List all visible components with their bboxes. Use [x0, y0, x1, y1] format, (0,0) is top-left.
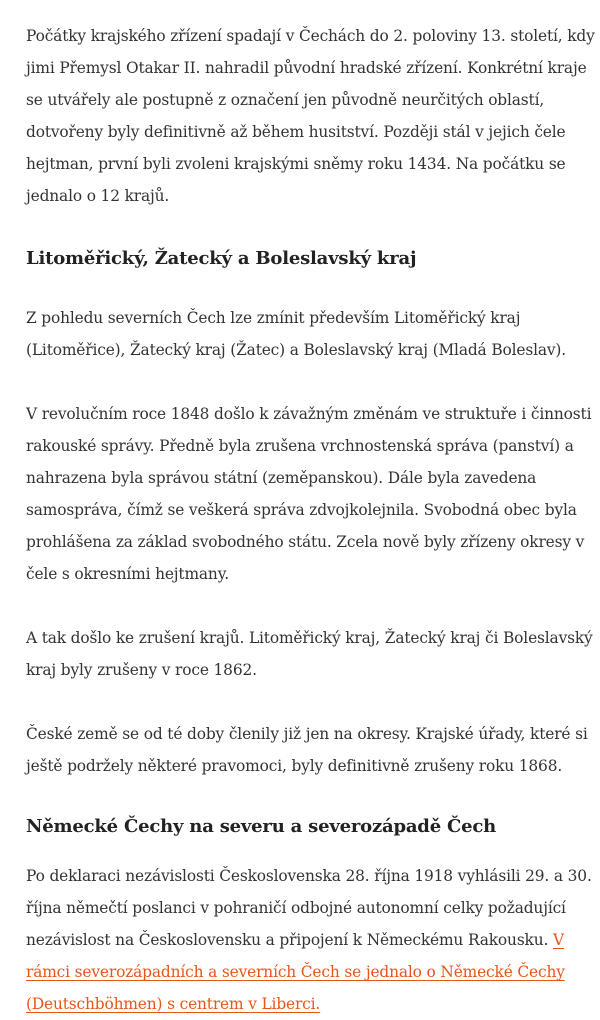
heading-german-bohemia: Německé Čechy na severu a severozápadě Čech — [26, 816, 497, 837]
article-body — [26, 20, 598, 1020]
paragraph-origins: Počátky krajského zřízení spadají v Čechách do 2. poloviny 13. století, kdy jimi Přemysl Otakar II. nahradil původní hradské zřízení. Konkrétní kraje se utvářely ale postupně z označení jen původně neurčitých oblastí, dotvořeny byly definitivně až během husitství. Později stál v jejich čele hejtman, první byli zvoleni krajskými sněmy roku 1434. Na počátku se jednalo o 12 krajů. — [26, 27, 595, 205]
paragraph-north-bohemia: Z pohledu severních Čech lze zmínit především Litoměřický kraj (Litoměřice), Žatecký kraj (Žatec) a Boleslavský kraj (Mladá Boleslav). — [26, 309, 567, 359]
deutschbohmen-link[interactable]: V rámci severozápadních a severních Čech se jednalo o Německé Čechy (Deutschböhmen) s centrem v Liberci. — [26, 931, 565, 1013]
paragraph-1918-text: Po deklaraci nezávislosti Československa 28. října 1918 vyhlásili 29. a 30. října němečtí poslanci v pohraničí odbojné autonomní celky požadující nezávislost na Československu a připojení k Německému Rakousku. — [26, 867, 592, 949]
paragraph-regions-abolished: A tak došlo ke zrušení krajů. Litoměřický kraj, Žatecký kraj či Boleslavský kraj byly zrušeny v roce 1862. — [26, 629, 593, 679]
heading-regions: Litoměřický, Žatecký a Boleslavský kraj — [26, 248, 417, 269]
paragraph-1848-reforms: V revolučním roce 1848 došlo k závažným změnám ve struktuře i činnosti rakouské správy. Předně byla zrušena vrchnostenská správa (panství) a nahrazena byla správou státní (zeměpanskou). Dále byla zavedena samospráva, čímž se veškerá správa zdvojkolejnila. Svobodná obec byla prohlášena za základ svobodného státu. Zcela nově byly zřízeny okresy v čele s okresními hejtmany. — [26, 405, 592, 583]
paragraph-districts: České země se od té doby členily již jen na okresy. Krajské úřady, které si ještě podržely některé pravomoci, byly definitivně zrušeny roku 1868. — [26, 725, 588, 775]
paragraph-1918 — [26, 860, 598, 1020]
